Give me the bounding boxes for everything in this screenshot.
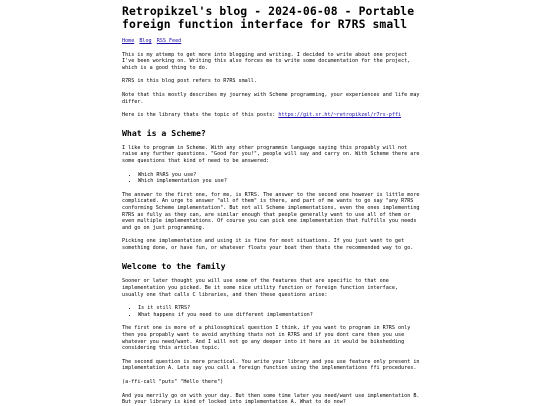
library-paragraph bbox=[122, 112, 422, 119]
scheme-paragraph-2: The answer to the first one, for me, is R7RS. The answer to the second one however is little more complicated. An urge to answer "all of them" is there, and part of me wants to go say "any R7RS conforming Scheme implementation". But not all Scheme implementations, even the ones implementing R7RS as fully as they can, are similar enough that people generally want to use all of them or even multiple implementations. Of course you can pick one implementation that fulfills you needs and go on just programming. bbox=[122, 191, 420, 231]
library-text: Here is the library thats the topic of this posts: bbox=[122, 112, 279, 119]
code-snippet: (a-ffi-call "puts" "Hello there") bbox=[122, 379, 224, 385]
scheme-paragraph-3: Picking one implementation and using it is fine for most situations. If you just want to get something done, or have fun, or whatever floats your boat then thats the recommended way to go. bbox=[122, 238, 414, 251]
journey-note-paragraph: Note that this mostly describes my journey with Scheme programming, your experiences and life may differ. bbox=[122, 91, 420, 105]
library-link[interactable]: https://git.sr.ht/~retropikzel/r7rs-pffi bbox=[278, 112, 402, 119]
list-item: • Which implementation you use? bbox=[138, 178, 422, 185]
family-paragraph-1: Sooner or later thought you will use some of the features that are specific to that one implementation you picked. Be it some nice utility function or foreign function interface, usually one that calls C libraries, and then these questions arise: bbox=[122, 278, 399, 298]
family-question-list bbox=[122, 305, 422, 318]
list-item: • What happens if you need to use different implementation? bbox=[138, 312, 422, 319]
site-nav bbox=[122, 38, 422, 45]
nav-rss-link[interactable]: RSS Feed bbox=[156, 38, 182, 44]
intro-paragraph: This is my attemp to get more into blogging and writing. I decided to write about one project I've been working on. Writing this also forces me to write some documentation for the project, which is a good thing to do. bbox=[122, 51, 411, 71]
scheme-question-list bbox=[122, 172, 422, 185]
family-paragraph-4: And you merrily go on with your day. But then some time later you need/want use implementation B. But your library is kind of locked into implementation A. What to do now? bbox=[122, 392, 420, 406]
scheme-paragraph-1: I like to program in Scheme. With any other programmin language saying this propably will not raise any further questions. "Good for you!", people will say and carry on. With Scheme there are some questions that kind of need to be answered: bbox=[122, 144, 420, 164]
family-paragraph-2: The first one is more of a philosophical question I think, if you want to program in R7RS only then you propably want to avoid anything thats not in R7RS and if you dont care then you use whatever you need/want. And I will not go any deeper into it here as it would be bikshedding considering this articles topic. bbox=[122, 325, 411, 352]
nav-home-link[interactable]: Home bbox=[122, 38, 135, 44]
blog-post bbox=[122, 0, 422, 406]
nav-blog-link[interactable]: Blog bbox=[139, 38, 152, 44]
section-heading-family: Welcome to the family bbox=[122, 261, 226, 272]
list-item: • Is it still R7RS? bbox=[138, 305, 422, 312]
section-heading-scheme: What is a Scheme? bbox=[122, 127, 206, 138]
list-item: • Which R%RS you use? bbox=[138, 172, 422, 179]
post-title: Retropikzel's blog - 2024-06-08 - Portable foreign function interface for R7RS small bbox=[122, 4, 415, 31]
r7rs-note-paragraph: R7RS in this blog post refers to R7RS small. bbox=[122, 78, 257, 85]
family-paragraph-3: The second question is more practical. You write your library and you use feature only present in implementation A. Lets say you call a foreign function using the implementations ffi procedures. bbox=[122, 358, 420, 372]
